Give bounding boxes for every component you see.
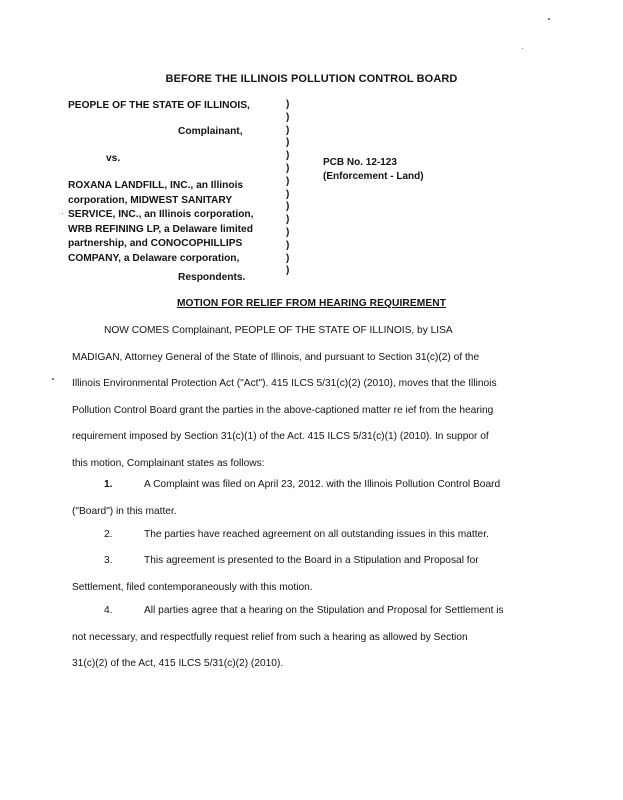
motion-intro [72,318,558,477]
defendant-line: COMPANY, a Delaware corporation, [68,252,240,264]
paragraph-line: ("Board") in this matter. [72,505,177,517]
intro-line: Illinois Environmental Protection Act ("Act"). 415 ILCS 5/31(c)(2) (2010), moves that the Illinois [72,378,497,389]
paragraph-number: 1. [104,479,113,490]
caption-paren: ) [286,162,290,174]
case-caption [68,99,548,294]
case-number: PCB No. 12-123 [323,157,397,168]
plaintiff-role: Complainant, [178,126,243,137]
scan-speck [548,18,550,20]
page-title: BEFORE THE ILLINOIS POLLUTION CONTROL BOARD [165,73,458,85]
caption-paren: ) [286,150,290,162]
paragraph-number: 3. [104,555,113,566]
numbered-paragraph-3 [72,548,558,601]
intro-line: NOW COMES Complainant, PEOPLE OF THE STATE OF ILLINOIS, by LISA [104,325,453,336]
caption-paren: ) [286,226,290,238]
defendant-line: ROXANA LANDFILL, INC., an Illinois [68,180,244,191]
caption-paren: ) [286,111,290,123]
caption-paren-column [286,99,289,278]
caption-paren: ) [286,137,290,149]
defendant-line: SERVICE, INC., an Illinois corporation, [68,209,254,221]
paragraph-line: This agreement is presented to the Board in a Stipulation and Proposal for [144,555,479,566]
defendant-line: corporation, MIDWEST SANITARY [68,194,233,206]
paragraph-number: 4. [104,605,113,616]
defendant-line: WRB REFINING LP, a Delaware limited [68,223,253,235]
scan-speck [522,48,523,49]
intro-line: requirement imposed by Section 31(c)(1) of the Act. 415 ILCS 5/31(c)(1) (2010). In suppor of [72,431,489,442]
case-info [323,156,424,184]
versus-label: vs. [106,153,121,164]
paragraph-line: All parties agree that a hearing on the Stipulation and Proposal for Settlement is [144,605,504,616]
caption-paren: ) [286,99,290,110]
motion-title: MOTION FOR RELIEF FROM HEARING REQUIREMENT [176,298,447,309]
caption-paren: ) [286,175,290,187]
plaintiff-name: PEOPLE OF THE STATE OF ILLINOIS, [68,100,250,111]
paragraph-line: not necessary, and respectfully request relief from such a hearing as allowed by Section [72,631,468,643]
paragraph-line: A Complaint was filed on April 23, 2012. with the Illinois Pollution Control Board [144,479,501,490]
case-type: (Enforcement - Land) [323,171,424,182]
paragraph-number: 2. [104,529,113,540]
caption-paren: ) [286,265,290,277]
caption-paren: ) [286,201,290,213]
scan-speck [52,378,54,380]
intro-line: MADIGAN, Attorney General of the State of Illinois, and pursuant to Section 31(c)(2) of the [72,351,480,363]
intro-line: this motion, Complainant states as follows: [72,457,265,469]
paragraph-line: Settlement, filed contemporaneously with this motion. [72,581,313,593]
paragraph-line: 31(c)(2) of the Act, 415 ILCS 5/31(c)(2) (2010). [72,658,284,669]
caption-paren: ) [286,214,290,226]
caption-paren: ) [286,124,290,136]
caption-paren: ) [286,239,290,251]
numbered-paragraph-1 [72,472,558,525]
intro-line: Pollution Control Board grant the parties in the above-captioned matter re ief from the hearing [72,404,494,416]
caption-paren: ) [286,252,290,264]
numbered-paragraph-4 [72,598,558,678]
paragraph-line: The parties have reached agreement on all outstanding issues in this matter. [144,529,489,540]
caption-paren: ) [286,188,290,200]
scan-speck [62,213,63,214]
numbered-paragraph-2 [72,522,558,549]
defendants-block [68,179,253,267]
defendant-line: partnership, and CONOCOPHILLIPS [68,238,243,250]
defendant-role: Respondents. [178,272,246,283]
